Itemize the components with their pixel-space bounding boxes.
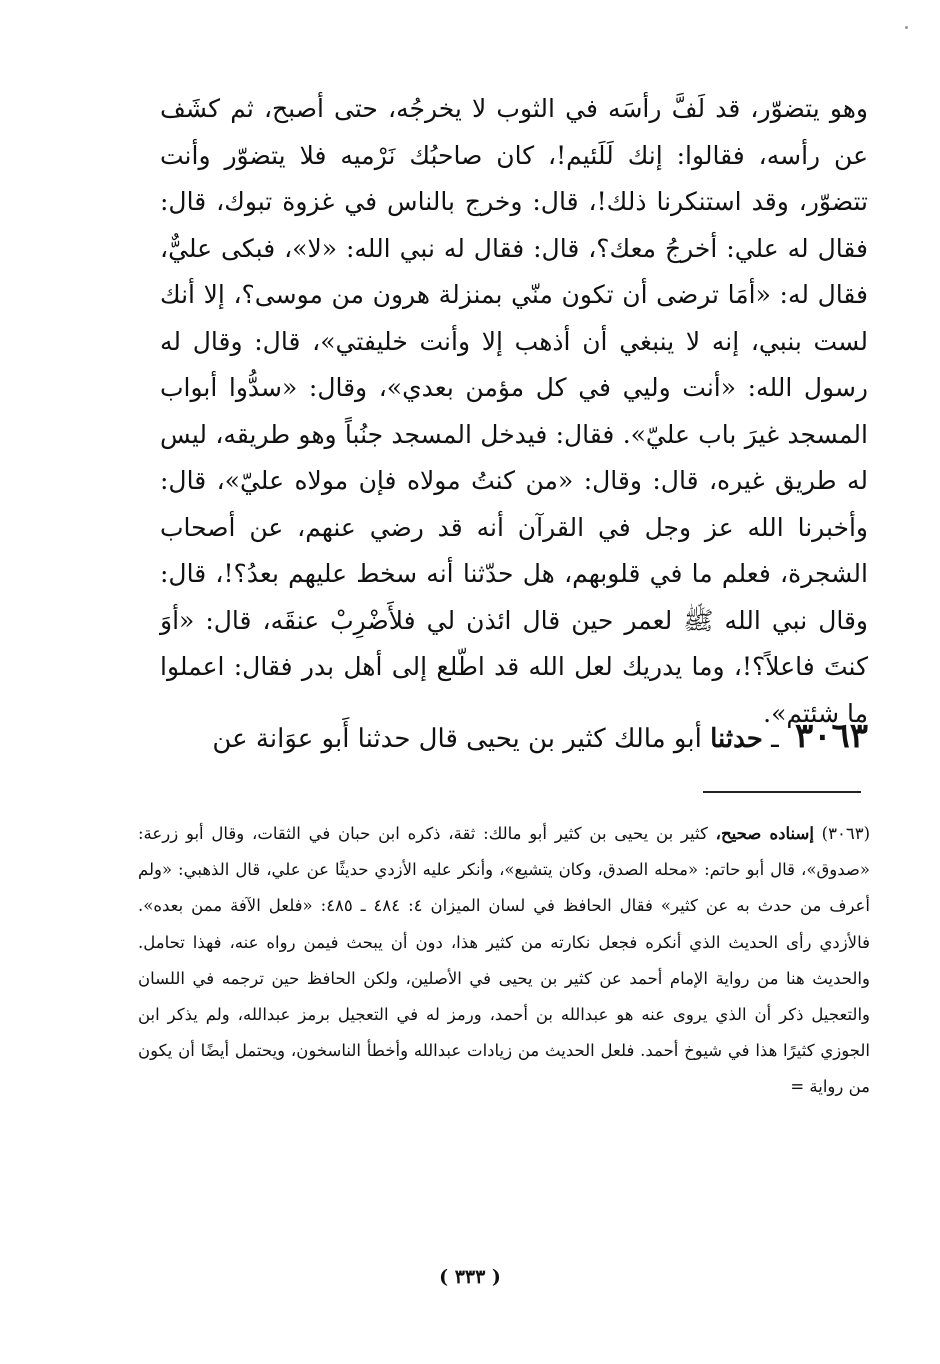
main-text-block bbox=[160, 86, 868, 737]
scan-mark bbox=[905, 26, 908, 29]
hadith-chain-text: أبو مالك كثير بن يحيى قال حدثنا أَبو عوَانة عن bbox=[212, 724, 702, 754]
footnote-lead: إسناده صحيح، bbox=[715, 824, 814, 843]
footnote-reference: (٣٠٦٣) bbox=[821, 824, 870, 843]
hadith-heading-line bbox=[160, 712, 868, 763]
hadith-number: ٣٠٦٣ bbox=[794, 716, 868, 756]
page-number: ( ٣٣٣ ) bbox=[439, 1266, 501, 1288]
hadith-lead-word: حدثنا bbox=[710, 724, 763, 754]
footnote-separator bbox=[703, 791, 861, 793]
footnote-block bbox=[138, 816, 870, 1106]
main-paragraph: وهو يتضوّر، قد لَفَّ رأسَه في الثوب لا يخرجُه، حتى أصبح، ثم كشَف عن رأسه، فقالوا: إنك لَلَئيم!، كان صاحبُك نَرْميه فلا يتضوّر وأنت تتضوّر، وقد استنكرنا ذلك!، قال: وخرج بالناس في غزوة تبوك، قال: فقال له علي: أخرجُ معك؟، قال: فقال له نبي الله: «لا»، فبكى عليٌّ، فقال له: «أمَا ترضى أن تكون منّي بمنزلة هرون من موسى؟، إلا أنك لست بنبي، إنه لا ينبغي أن أذهب إلا وأنت خليفتي»، قال: وقال له رسول الله: «أنت وليي في كل مؤمن بعدي»، وقال: «سدُّوا أبواب المسجد غيرَ باب عليّ». فقال: فيدخل المسجد جنُباً وهو طريقه، ليس له طريق غيره، قال: وقال: «من كنتُ مولاه فإن مولاه عليّ»، قال: وأخبرنا الله عز وجل في القرآن أنه قد رضي عنهم، عن أصحاب الشجرة، فعلم ما في قلوبهم، هل حدّثنا أنه سخط عليهم بعدُ؟!، قال: وقال نبي الله ﷺ لعمر حين قال ائذن لي فلأَضْرِبْ عنقَه، قال: «أوَ كنتَ فاعلاً؟!، وما يدريك لعل الله قد اطّلع إلى أهل بدر فقال: اعملوا ما شئتم». bbox=[160, 94, 868, 728]
hadith-dash: ـ bbox=[771, 724, 779, 754]
footnote-text: كثير بن يحيى بن كثير أبو مالك: ثقة، ذكره ابن حبان في الثقات، وقال أبو زرعة: «صدوق»، قال أبو حاتم: «محله الصدق، وكان يتشيع»، وأنكر عليه الأزدي حديثًا عن علي، قال الذهبي: «ولم أعرف من حدث به عن كثير» فقال الحافظ في لسان الميزان ٤: ٤٨٤ ـ ٤٨٥: «فلعل الآفة ممن بعده». فالأزدي رأى الحديث الذي أنكره فجعل نكارته من كثير هذا، دون أن يبحث فيمن رواه عنه، فهذا تحامل. والحديث هنا من رواية الإمام أحمد عن كثير بن يحيى في الأصلين، ولكن الحافظ حين ترجمه في اللسان والتعجيل ذكر أن الذي يروى عنه هو عبدالله بن أحمد، ورمز له في التعجيل برمز عبدالله، ولم يذكر ابن الجوزي كثيرًا هذا في شيوخ أحمد. فلعل الحديث من زيادات عبدالله وأخطأ الناسخون، ويحتمل أيضًا أن يكون من رواية = bbox=[138, 824, 870, 1097]
